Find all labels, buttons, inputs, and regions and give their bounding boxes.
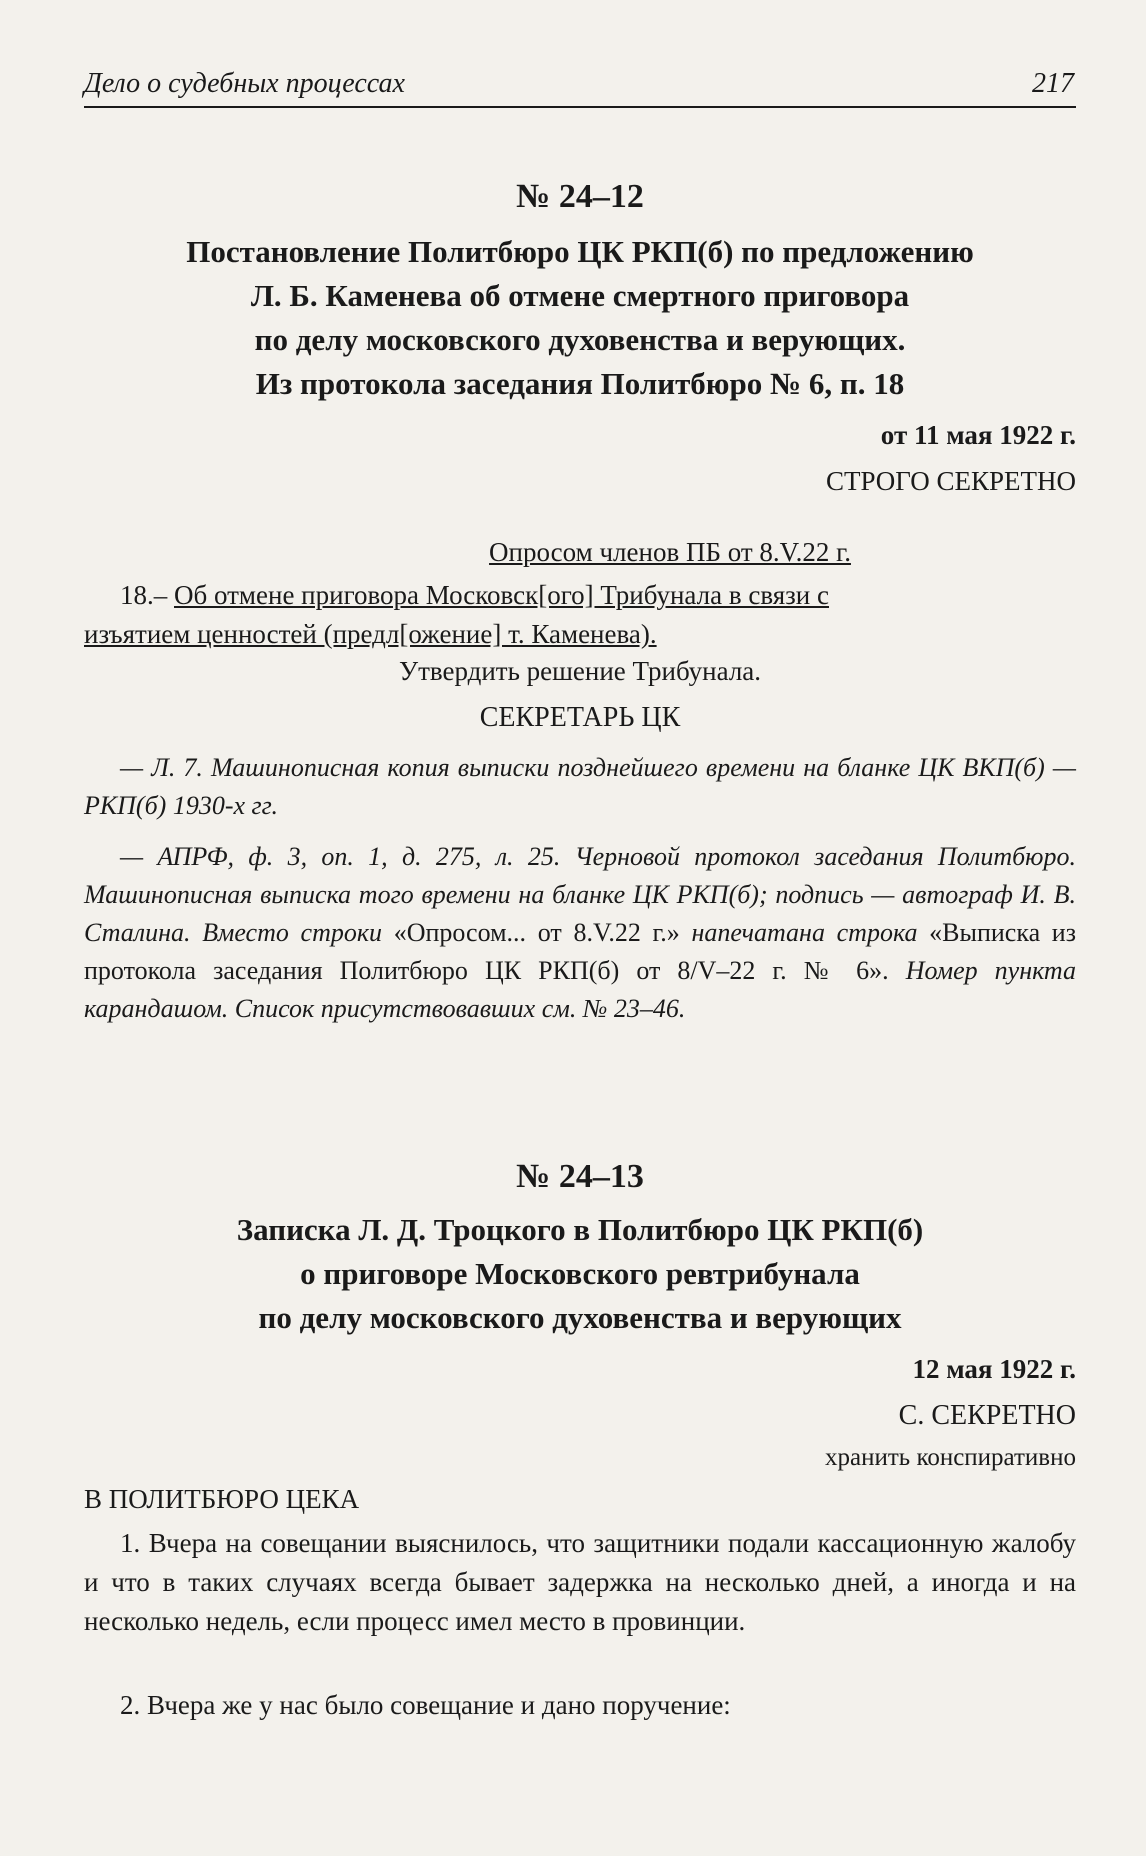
doc2-title	[84, 1208, 1076, 1340]
doc2-handling: хранить конспиративно	[825, 1444, 1076, 1471]
doc2-title-line: о приговоре Московского ревтрибунала	[300, 1256, 860, 1291]
doc1-title-line: Л. Б. Каменева об отмене смертного приговора	[250, 278, 910, 313]
item-text-line1: Об отмене приговора Московск[ого] Трибунала в связи с	[174, 580, 829, 610]
doc2-date: 12 мая 1922 г.	[912, 1354, 1076, 1384]
poll-line-text: Опросом членов ПБ от 8.V.22 г.	[489, 537, 851, 567]
running-head-title: Дело о судебных процессах	[84, 68, 405, 99]
note1-text: — Л. 7. Машинописная копия выписки позднейшего времени на бланке ЦК ВКП(б) — РКП(б) 1930-х гг.	[84, 753, 1076, 820]
note2-part2: напечатана строка	[691, 918, 918, 947]
doc2-title-line: Записка Л. Д. Троцкого в Политбюро ЦК РКП(б)	[236, 1212, 924, 1247]
item-text-line2: изъятием ценностей (предл[ожение] т. Каменева).	[84, 619, 657, 649]
doc1-decision: Утвердить решение Трибунала.	[398, 656, 762, 686]
running-head	[84, 56, 1076, 108]
doc1-archival-note-1	[84, 749, 1076, 825]
page-number: 217	[1032, 68, 1074, 99]
doc1-title-line: по делу московского духовенства и верующих.	[254, 322, 906, 357]
doc2-title-line: по делу московского духовенства и верующих	[258, 1300, 902, 1335]
note2-quote1: «Опросом... от 8.V.22 г.»	[393, 918, 680, 947]
doc1-archival-note-2	[84, 838, 1076, 1028]
note2-part1: — АПРФ, ф. 3, оп. 1, д. 275, л. 25. Черновой протокол заседания Политбюро. Машинописная выписка того времени на бланке ЦК РКП(б); подпись — автограф И. В. Сталина. Вместо строки	[84, 842, 1076, 947]
note2-quote2: «Выписка из протокола заседания Политбюро ЦК РКП(б) от 8/V–22 г. № 6».	[84, 918, 1076, 985]
doc1-number: № 24–12	[516, 178, 644, 215]
note2-part3: Номер пункта карандашом. Список присутствовавших см. № 23–46.	[84, 956, 1077, 1023]
doc1-signature: СЕКРЕТАРЬ ЦК	[479, 702, 681, 733]
doc1-title-line: Постановление Политбюро ЦК РКП(б) по предложению	[186, 234, 974, 269]
doc1-title	[84, 230, 1076, 406]
doc1-item	[84, 576, 1076, 654]
doc2-addressee: В ПОЛИТБЮРО ЦЕКА	[84, 1484, 360, 1514]
doc2-paragraph-2: 2. Вчера же у нас было совещание и дано поручение:	[120, 1690, 731, 1720]
item-number: 18.–	[120, 580, 168, 610]
doc1-classification: СТРОГО СЕКРЕТНО	[825, 466, 1076, 496]
doc1-title-line: Из протокола заседания Политбюро № 6, п. 18	[255, 366, 905, 401]
doc1-poll-line	[84, 537, 1076, 568]
doc1-date: от 11 мая 1922 г.	[880, 420, 1076, 450]
doc2-classification: С. СЕКРЕТНО	[898, 1400, 1076, 1431]
doc2-paragraph-1: 1. Вчера на совещании выяснилось, что защитники подали кассационную жалобу и что в таких случаях всегда бывает задержка на несколько дней, а иногда и на несколько недель, если процесс имел место в провинции.	[84, 1528, 1076, 1636]
doc2-number: № 24–13	[516, 1158, 644, 1195]
